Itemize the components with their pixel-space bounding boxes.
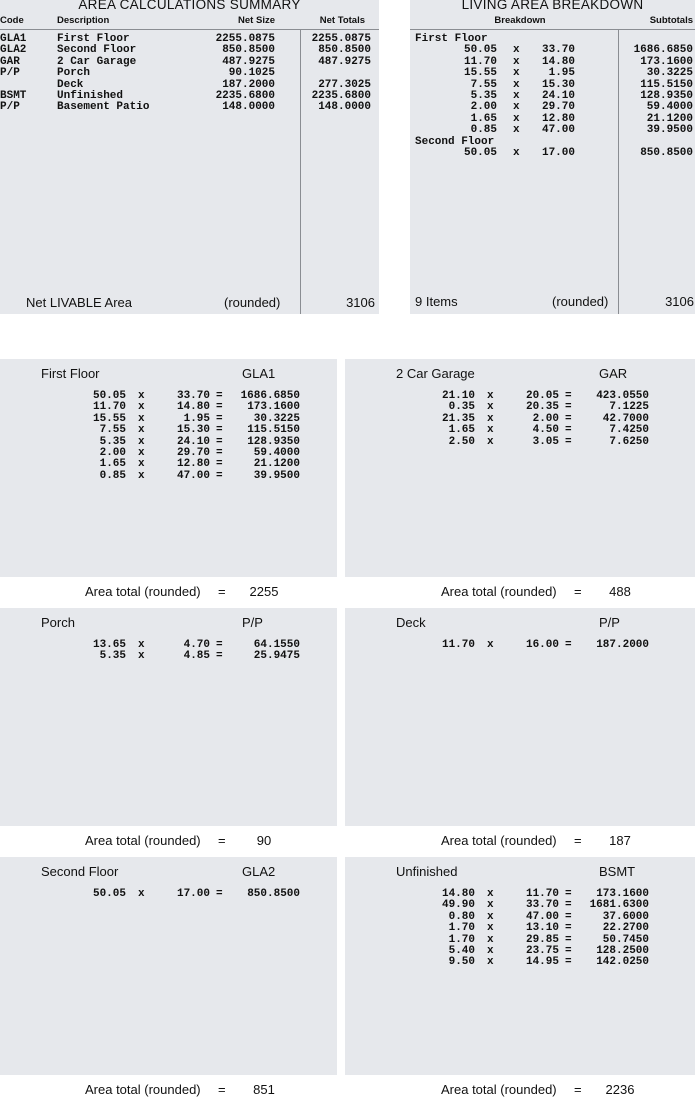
area-summary-panel: [0, 0, 379, 314]
section-result: 59.4000: [253, 447, 300, 459]
breakdown-subtotal: 128.9350: [640, 90, 693, 102]
section-dim-a: 50.05: [92, 390, 126, 402]
summary-header-divider: [0, 29, 379, 30]
summary-code: P/P: [0, 67, 20, 80]
section-dim-a: 1.70: [448, 922, 475, 935]
section-times: x: [138, 650, 145, 663]
summary-code: P/P: [0, 101, 20, 114]
section-equals: =: [216, 390, 223, 402]
section-times: x: [487, 956, 494, 969]
area-total-value: 851: [253, 1082, 275, 1097]
breakdown-subtotal: 850.8500: [640, 147, 693, 159]
area-section-panel: [345, 608, 695, 826]
summary-net-size: 187.2000: [222, 78, 275, 91]
section-equals: =: [565, 899, 572, 912]
section-result: 42.7000: [602, 412, 649, 425]
breakdown-subtotal: 21.1200: [646, 112, 693, 125]
section-name: Unfinished: [396, 864, 458, 879]
section-equals: =: [565, 922, 572, 935]
section-dim-b: 4.50: [532, 424, 559, 437]
section-equals: =: [216, 412, 223, 425]
breakdown-footer-value: 3106: [665, 294, 694, 309]
section-dim-b: 1.95: [183, 412, 210, 425]
section-dim-b: 47.00: [525, 910, 559, 923]
section-times: x: [138, 888, 145, 900]
breakdown-group-name: First Floor: [415, 33, 488, 45]
breakdown-dim-a: 0.85: [470, 124, 497, 137]
section-dim-a: 49.90: [441, 899, 475, 912]
section-code: P/P: [599, 615, 620, 630]
breakdown-times: x: [513, 55, 520, 68]
section-result: 39.9500: [253, 469, 300, 482]
breakdown-times: x: [513, 90, 520, 102]
section-equals: =: [565, 401, 572, 414]
section-result: 21.1200: [253, 458, 300, 471]
section-times: x: [487, 412, 494, 425]
section-result: 187.2000: [596, 639, 649, 651]
breakdown-header-divider: [410, 29, 695, 30]
section-dim-a: 7.55: [99, 424, 126, 437]
breakdown-row: [410, 68, 695, 79]
area-section-panel: [0, 608, 337, 826]
section-result: 37.6000: [602, 910, 649, 923]
section-equals: =: [565, 424, 572, 437]
summary-code: GLA2: [0, 44, 27, 57]
breakdown-dim-b: 12.80: [541, 112, 575, 125]
section-times: x: [138, 424, 145, 437]
breakdown-times: x: [513, 112, 520, 125]
breakdown-dim-b: 17.00: [541, 147, 575, 159]
section-result: 64.1550: [253, 639, 300, 651]
breakdown-rows: [410, 34, 695, 164]
section-dim-b: 33.70: [176, 390, 210, 402]
section-dim-a: 1.70: [448, 933, 475, 946]
section-dim-b: 2.00: [532, 412, 559, 425]
section-equals: =: [565, 888, 572, 900]
summary-net-total: 850.8500: [318, 44, 371, 57]
section-dim-a: 13.65: [92, 639, 126, 651]
section-times: x: [138, 469, 145, 482]
section-equals: =: [216, 888, 223, 900]
section-dim-b: 15.30: [176, 424, 210, 437]
summary-title: AREA CALCULATIONS SUMMARY: [78, 0, 301, 12]
area-total-label: Area total (rounded): [85, 1082, 201, 1097]
breakdown-times: x: [513, 124, 520, 137]
section-equals: =: [216, 424, 223, 437]
section-result: 1681.6300: [589, 899, 649, 912]
area-total-label: Area total (rounded): [441, 833, 557, 848]
section-dim-a: 9.50: [448, 956, 475, 969]
summary-net-total: 2235.6800: [311, 90, 371, 102]
section-equals: =: [216, 639, 223, 651]
section-times: x: [487, 910, 494, 923]
section-dim-a: 5.35: [99, 435, 126, 448]
area-section-panel: [345, 857, 695, 1075]
breakdown-subtotal: 59.4000: [646, 101, 693, 114]
section-result: 30.3225: [253, 412, 300, 425]
section-result: 50.7450: [602, 933, 649, 946]
section-result: 128.9350: [247, 435, 300, 448]
area-total-value: 2255: [249, 584, 279, 599]
breakdown-dim-a: 11.70: [463, 55, 497, 68]
area-total-equals: =: [574, 833, 582, 848]
breakdown-dim-b: 47.00: [541, 124, 575, 137]
section-dim-b: 4.70: [183, 639, 210, 651]
breakdown-dim-a: 7.55: [470, 78, 497, 91]
section-row: [0, 889, 337, 900]
area-total-equals: =: [574, 584, 582, 599]
section-result: 7.1225: [609, 401, 649, 414]
summary-rows: [0, 34, 379, 154]
section-row: [345, 425, 695, 436]
section-times: x: [487, 639, 494, 651]
area-total-value: 90: [256, 833, 272, 848]
area-section-panel: [0, 359, 337, 577]
section-times: x: [138, 447, 145, 459]
summary-net-size: 90.1025: [228, 67, 275, 80]
section-equals: =: [216, 469, 223, 482]
section-result: 1686.6850: [240, 390, 300, 402]
summary-net-size: 2255.0875: [215, 33, 275, 45]
breakdown-dim-a: 2.00: [470, 101, 497, 114]
section-times: x: [487, 945, 494, 957]
section-dim-a: 5.35: [99, 650, 126, 663]
section-dim-a: 1.65: [448, 424, 475, 437]
section-result: 7.4250: [609, 424, 649, 437]
section-equals: =: [216, 458, 223, 471]
section-row: [345, 437, 695, 448]
section-result: 25.9475: [253, 650, 300, 663]
summary-code: GAR: [0, 55, 20, 68]
breakdown-row: [410, 125, 695, 136]
section-dim-b: 14.95: [525, 956, 559, 969]
breakdown-times: x: [513, 67, 520, 80]
section-row: [0, 651, 337, 662]
breakdown-footer-rounded: (rounded): [552, 294, 609, 309]
section-equals: =: [565, 412, 572, 425]
section-equals: =: [565, 910, 572, 923]
breakdown-group-name: Second Floor: [415, 135, 495, 148]
section-equals: =: [565, 435, 572, 448]
area-total-value: 187: [609, 833, 631, 848]
section-dim-b: 16.00: [525, 639, 559, 651]
breakdown-dim-a: 1.65: [470, 112, 497, 125]
section-times: x: [138, 639, 145, 651]
section-dim-a: 0.35: [448, 401, 475, 414]
section-equals: =: [565, 933, 572, 946]
section-name: First Floor: [41, 366, 100, 381]
section-dim-b: 20.05: [525, 390, 559, 402]
area-section-panel: [345, 359, 695, 577]
breakdown-header-breakdown: Breakdown: [494, 15, 546, 26]
breakdown-header-subtotals: Subtotals: [649, 15, 693, 26]
section-dim-b: 23.75: [525, 945, 559, 957]
area-total-label: Area total (rounded): [85, 833, 201, 848]
section-times: x: [138, 412, 145, 425]
section-result: 173.1600: [596, 888, 649, 900]
breakdown-subtotal: 30.3225: [646, 67, 693, 80]
breakdown-dim-b: 1.95: [548, 67, 575, 80]
section-dim-a: 0.85: [99, 469, 126, 482]
section-equals: =: [216, 435, 223, 448]
section-dim-a: 21.10: [441, 390, 475, 402]
summary-net-size: 487.9275: [222, 55, 275, 68]
section-code: GAR: [599, 366, 628, 381]
breakdown-row: [410, 148, 695, 159]
summary-code: GLA1: [0, 33, 27, 45]
breakdown-subtotal: 173.1600: [640, 55, 693, 68]
summary-header-net-size: Net Size: [238, 15, 275, 26]
area-total-equals: =: [218, 833, 226, 848]
section-dim-a: 5.40: [448, 945, 475, 957]
breakdown-footer-label: 9 Items: [415, 294, 458, 309]
section-equals: =: [565, 945, 572, 957]
section-dim-b: 11.70: [525, 888, 559, 900]
section-code: BSMT: [599, 864, 636, 879]
summary-description: Deck: [57, 78, 84, 91]
summary-description: Porch: [57, 67, 91, 80]
breakdown-title: LIVING AREA BREAKDOWN: [461, 0, 644, 12]
section-code: GLA1: [242, 366, 276, 381]
section-dim-a: 2.00: [99, 447, 126, 459]
summary-net-total: 148.0000: [318, 101, 371, 114]
section-dim-b: 17.00: [176, 888, 210, 900]
breakdown-dim-a: 50.05: [463, 147, 497, 159]
section-dim-b: 12.80: [176, 458, 210, 471]
section-dim-b: 24.10: [176, 435, 210, 448]
section-equals: =: [216, 447, 223, 459]
summary-description: Unfinished: [57, 90, 124, 102]
section-equals: =: [565, 390, 572, 402]
section-times: x: [487, 933, 494, 946]
summary-net-total: 2255.0875: [311, 33, 371, 45]
summary-description: 2 Car Garage: [57, 55, 137, 68]
section-dim-a: 21.35: [441, 412, 475, 425]
section-times: x: [138, 401, 145, 414]
area-total-equals: =: [218, 584, 226, 599]
breakdown-times: x: [513, 147, 520, 159]
breakdown-dim-b: 29.70: [541, 101, 575, 114]
section-dim-a: 14.80: [441, 888, 475, 900]
summary-row: [0, 102, 379, 113]
breakdown-dim-a: 15.55: [463, 67, 497, 80]
area-total-label: Area total (rounded): [85, 584, 201, 599]
section-row: [0, 425, 337, 436]
breakdown-dim-a: 5.35: [470, 90, 497, 102]
breakdown-dim-b: 14.80: [541, 55, 575, 68]
section-result: 115.5150: [247, 424, 300, 437]
section-equals: =: [565, 956, 572, 969]
area-total-value: 488: [609, 584, 631, 599]
section-name: Porch: [41, 615, 75, 630]
section-dim-b: 14.80: [176, 401, 210, 414]
section-times: x: [138, 458, 145, 471]
section-row: [345, 640, 695, 651]
section-equals: =: [216, 401, 223, 414]
section-code: GLA2: [242, 864, 276, 879]
section-dim-b: 47.00: [176, 469, 210, 482]
section-dim-b: 29.70: [176, 447, 210, 459]
breakdown-times: x: [513, 101, 520, 114]
breakdown-dim-b: 24.10: [541, 90, 575, 102]
section-result: 423.0550: [596, 390, 649, 402]
section-result: 850.8500: [247, 888, 300, 900]
section-dim-a: 2.50: [448, 435, 475, 448]
section-result: 142.0250: [596, 956, 649, 969]
summary-row: [0, 68, 379, 79]
summary-net-total: 487.9275: [318, 55, 371, 68]
section-equals: =: [216, 650, 223, 663]
area-total-equals: =: [574, 1082, 582, 1097]
section-times: x: [487, 424, 494, 437]
section-times: x: [138, 390, 145, 402]
area-total-equals: =: [218, 1082, 226, 1097]
section-dim-a: 50.05: [92, 888, 126, 900]
summary-header-description: Description: [57, 15, 110, 26]
area-total-label: Area total (rounded): [441, 584, 557, 599]
summary-code: BSMT: [0, 90, 27, 102]
section-dim-b: 29.85: [525, 933, 559, 946]
section-times: x: [487, 401, 494, 414]
summary-net-size: 148.0000: [222, 101, 275, 114]
summary-footer-rounded: (rounded): [224, 295, 281, 310]
section-row: [345, 957, 695, 968]
summary-header-net-totals: Net Totals: [319, 15, 365, 26]
section-dim-b: 33.70: [525, 899, 559, 912]
section-name: Deck: [396, 615, 426, 630]
section-row: [345, 923, 695, 934]
section-dim-b: 13.10: [525, 922, 559, 935]
breakdown-subtotal: 115.5150: [640, 78, 693, 91]
summary-footer-value: 3106: [346, 295, 375, 310]
section-times: x: [487, 390, 494, 402]
section-result: 22.2700: [602, 922, 649, 935]
section-code: P/P: [242, 615, 263, 630]
summary-header-code: Code: [0, 15, 24, 26]
section-dim-b: 4.85: [183, 650, 210, 663]
summary-net-total: 277.3025: [318, 78, 371, 91]
breakdown-subtotal: 39.9500: [646, 124, 693, 137]
section-equals: =: [565, 639, 572, 651]
breakdown-dim-a: 50.05: [463, 44, 497, 57]
area-section-panel: [0, 857, 337, 1075]
section-dim-a: 0.80: [448, 910, 475, 923]
section-times: x: [487, 899, 494, 912]
section-dim-b: 3.05: [532, 435, 559, 448]
summary-description: Basement Patio: [57, 101, 150, 114]
section-dim-a: 11.70: [441, 639, 475, 651]
section-result: 128.2500: [596, 945, 649, 957]
section-dim-a: 1.65: [99, 458, 126, 471]
area-total-label: Area total (rounded): [441, 1082, 557, 1097]
breakdown-dim-b: 33.70: [541, 44, 575, 57]
section-dim-a: 11.70: [92, 401, 126, 414]
summary-net-size: 850.8500: [222, 44, 275, 57]
summary-net-size: 2235.6800: [215, 90, 275, 102]
breakdown-dim-b: 15.30: [541, 78, 575, 91]
section-times: x: [138, 435, 145, 448]
area-total-value: 2236: [605, 1082, 635, 1097]
section-result: 173.1600: [247, 401, 300, 414]
breakdown-times: x: [513, 78, 520, 91]
section-name: 2 Car Garage: [396, 366, 475, 381]
living-area-breakdown-panel: [410, 0, 695, 314]
section-dim-b: 20.35: [525, 401, 559, 414]
section-times: x: [487, 888, 494, 900]
summary-description: Second Floor: [57, 44, 137, 57]
breakdown-times: x: [513, 44, 520, 57]
breakdown-subtotal: 1686.6850: [633, 44, 693, 57]
section-result: 7.6250: [609, 435, 649, 448]
summary-description: First Floor: [57, 33, 130, 45]
section-dim-a: 15.55: [92, 412, 126, 425]
section-name: Second Floor: [41, 864, 119, 879]
summary-footer-label: Net LIVABLE Area: [26, 295, 132, 310]
section-row: [0, 471, 337, 482]
section-times: x: [487, 435, 494, 448]
section-times: x: [487, 922, 494, 935]
